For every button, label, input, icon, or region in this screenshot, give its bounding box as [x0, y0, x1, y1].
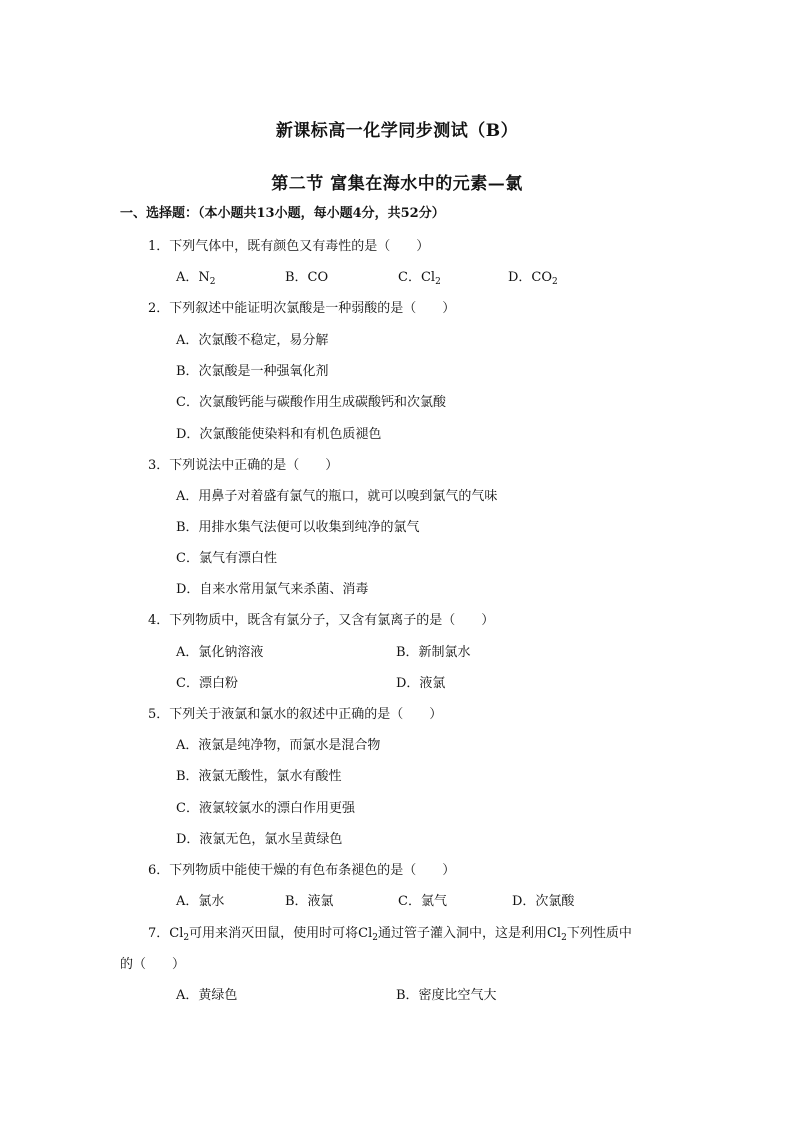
- question-1-option-c: C．$Cl_2$: [398, 270, 441, 287]
- question-1-option-a: A．$N_2$: [176, 270, 216, 287]
- question-3-option-b: B．用排水集气法便可以收集到纯净的氯气: [176, 520, 420, 535]
- question-7-option-b: B．密度比空气大: [396, 988, 497, 1003]
- question-3-option-d: D．自来水常用氯气来杀菌、消毒: [176, 582, 369, 597]
- question-3-option-a: A．用鼻子对着盛有氯气的瓶口，就可以嗅到氯气的气味: [176, 489, 498, 504]
- question-6-option-d: D．次氯酸: [512, 894, 575, 909]
- question-5-stem: 5．下列关于液氯和氯水的叙述中正确的是（ ）: [148, 707, 443, 722]
- question-4-option-b: B．新制氯水: [396, 645, 471, 660]
- question-5-option-a: A．液氯是纯净物，而氯水是混合物: [176, 738, 381, 753]
- question-4-option-a: A．氯化钠溶液: [176, 645, 264, 660]
- question-2-stem: 2．下列叙述中能证明次氯酸是一种弱酸的是（ ）: [148, 301, 456, 316]
- question-2-option-b: B．次氯酸是一种强氧化剂: [176, 364, 329, 379]
- question-7-stem-continued: 的（ ）: [120, 957, 186, 972]
- question-1-option-d: D．$CO_2$: [508, 270, 558, 287]
- question-4-stem: 4．下列物质中，既含有氯分子，又含有氯离子的是（ ）: [148, 613, 495, 628]
- question-6-option-b: B．液氯: [285, 894, 334, 909]
- question-4-option-c: C．漂白粉: [176, 676, 238, 691]
- section-subtitle: 第二节 富集在海水中的元素—氯: [271, 174, 523, 194]
- question-3-stem: 3．下列说法中正确的是（ ）: [148, 458, 339, 473]
- question-7-stem: 7．$Cl_2$可用来消灭田鼠，使用时可将$Cl_2$通过管子灌入洞中，这是利用$Cl_2$下列性质中: [148, 926, 632, 943]
- question-2-option-c: C．次氯酸钙能与碳酸作用生成碳酸钙和次氯酸: [176, 395, 446, 410]
- question-2-option-d: D．次氯酸能使染料和有机色质褪色: [176, 427, 382, 442]
- question-1-option-b: B．CO: [285, 270, 329, 285]
- section-heading: 一、选择题：（本小题共13小题，每小题4分，共52分）: [120, 206, 445, 221]
- question-6-option-a: A．氯水: [176, 894, 225, 909]
- question-1-stem: 1．下列气体中，既有颜色又有毒性的是（ ）: [148, 239, 430, 254]
- question-5-option-c: C．液氯较氯水的漂白作用更强: [176, 801, 355, 816]
- question-5-option-d: D．液氯无色，氯水呈黄绿色: [176, 832, 343, 847]
- question-5-option-b: B．液氯无酸性，氯水有酸性: [176, 769, 342, 784]
- question-3-option-c: C．氯气有漂白性: [176, 551, 277, 566]
- page-title: 新课标高一化学同步测试（B）: [275, 121, 519, 141]
- question-6-option-c: C．氯气: [398, 894, 447, 909]
- question-4-option-d: D．液氯: [396, 676, 446, 691]
- question-7-option-a: A．黄绿色: [176, 988, 238, 1003]
- question-6-stem: 6．下列物质中能使干燥的有色布条褪色的是（ ）: [148, 863, 456, 878]
- question-2-option-a: A．次氯酸不稳定，易分解: [176, 333, 329, 348]
